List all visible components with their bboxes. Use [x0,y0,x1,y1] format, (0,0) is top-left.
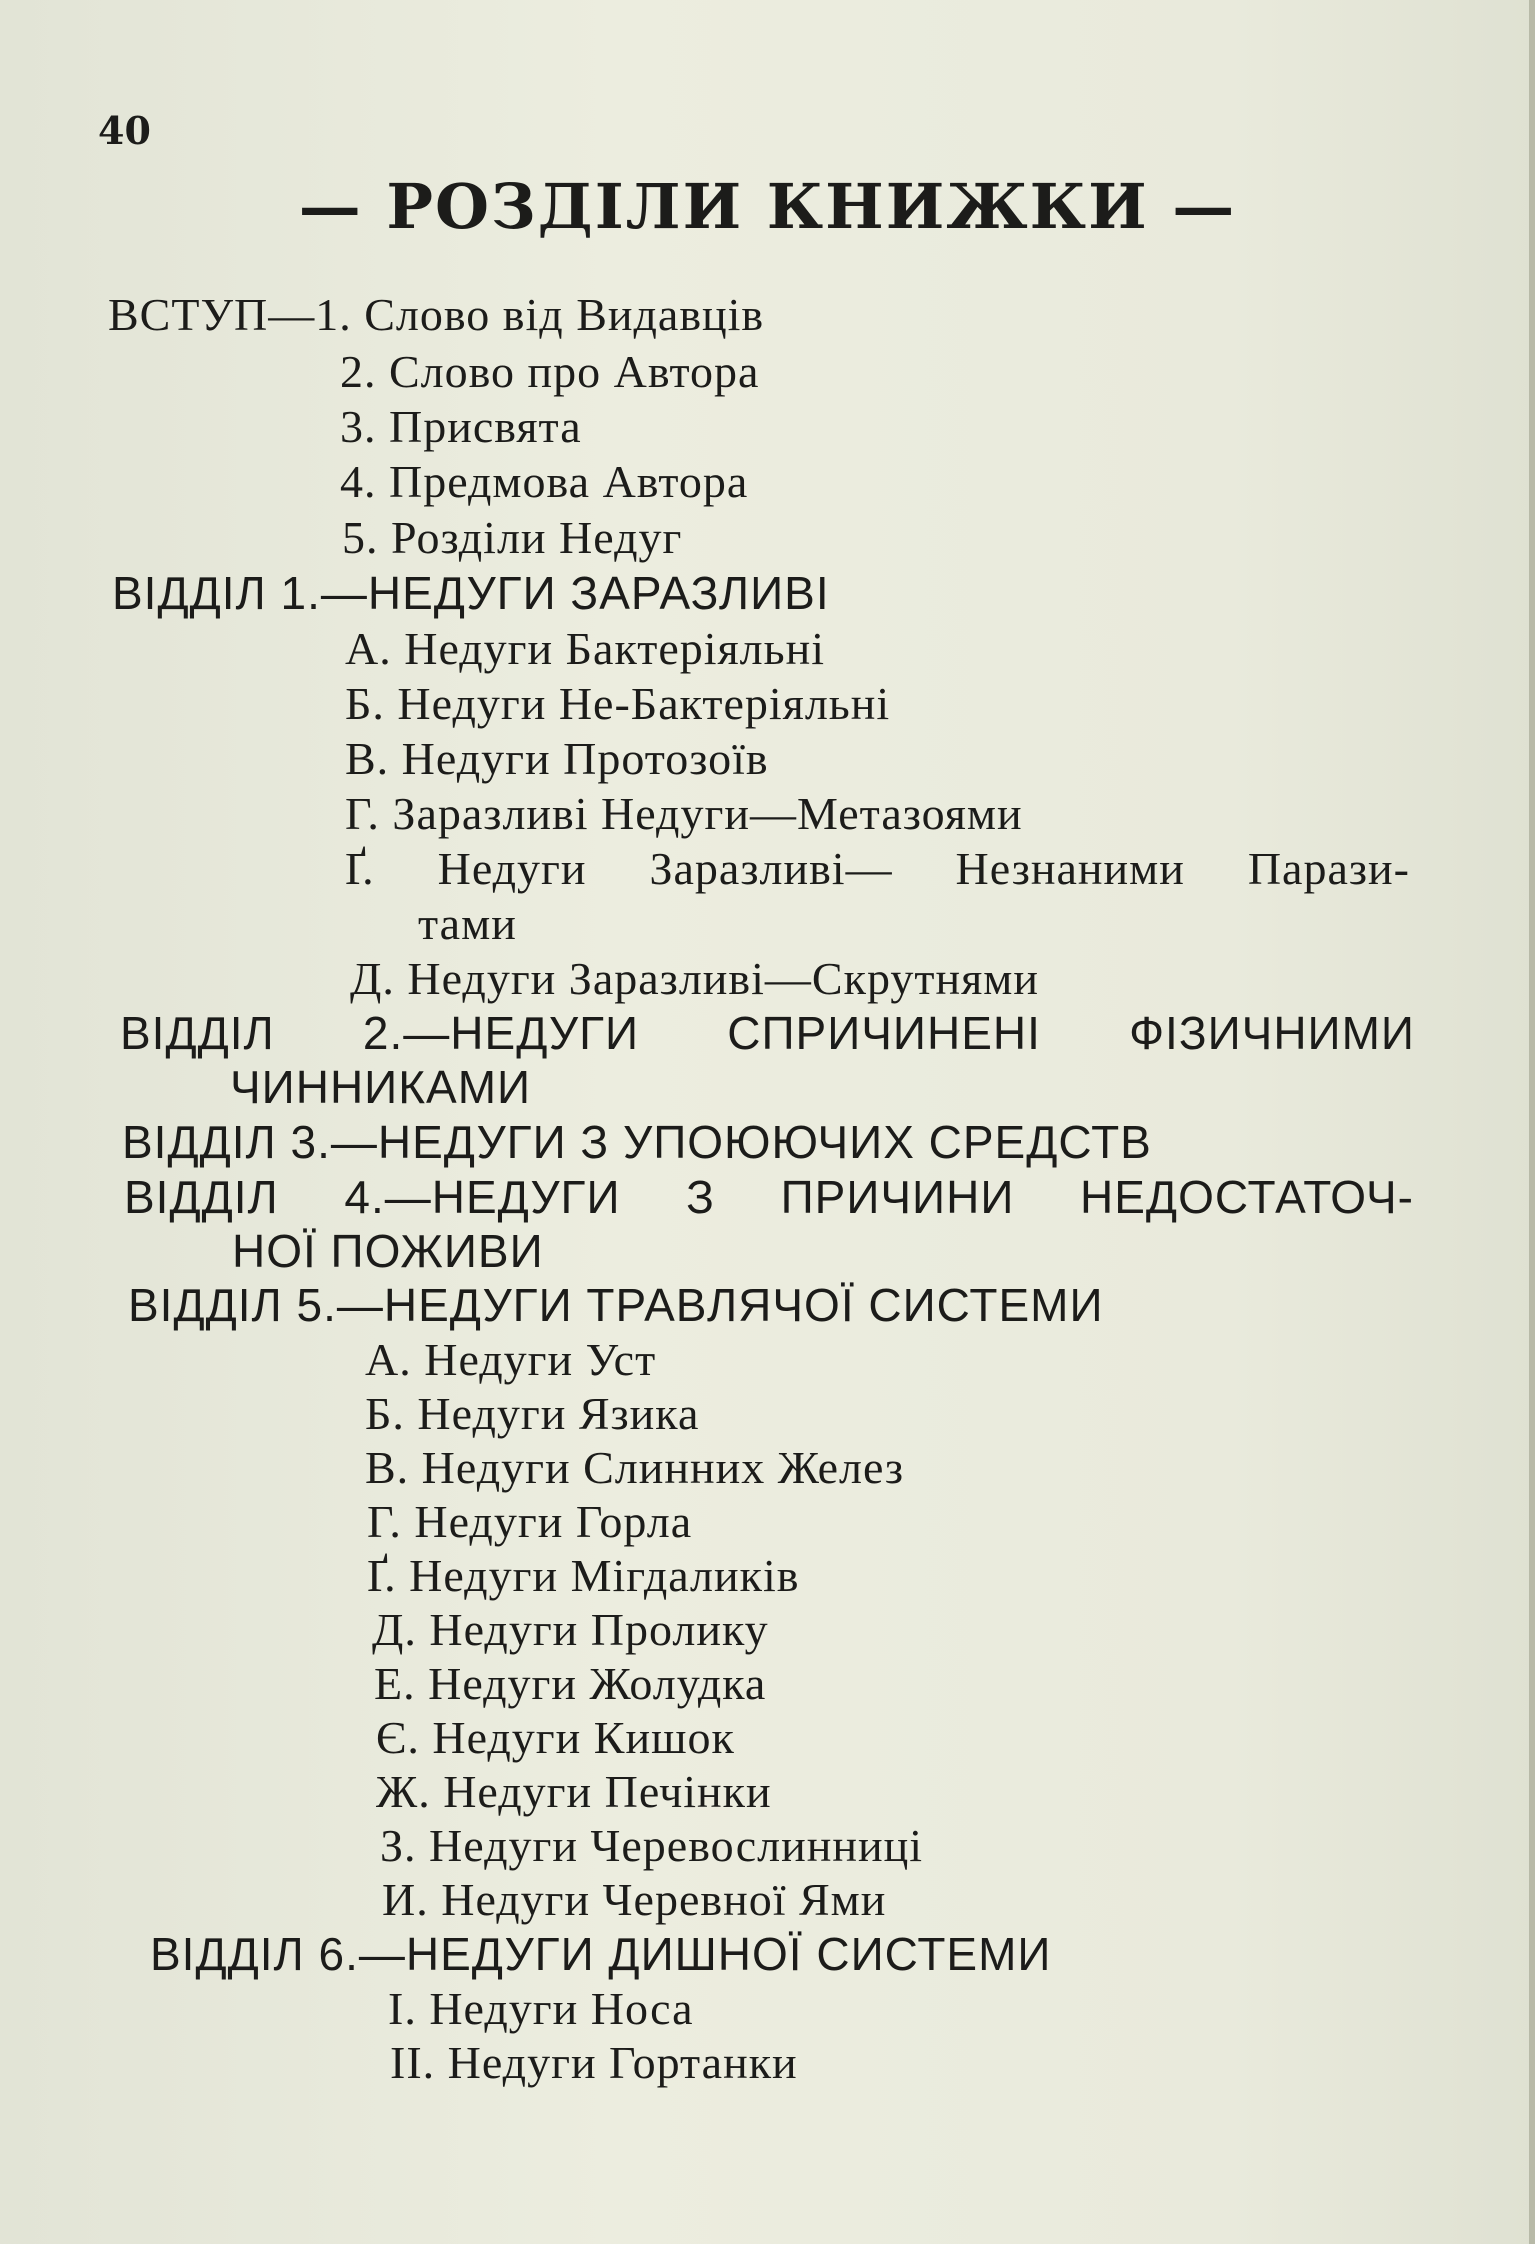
list-item: Г. Заразливі Недуги—Метазоями [345,788,1023,839]
list-item: І. Недуги Носа [388,1983,694,2034]
list-item: Ґ. Недуги Заразливі— Незнаними Парази- [345,843,1410,894]
intro-heading: ВСТУП—1. Слово від Видавців [108,289,765,340]
section-heading: ВІДДІЛ 5.—НЕДУГИ ТРАВЛЯЧОЇ СИСТЕМИ [128,1279,1104,1331]
section-heading: ВІДДІЛ 1.—НЕДУГИ ЗАРАЗЛИВІ [112,567,830,619]
list-item: В. Недуги Протозоїв [345,733,769,784]
section-heading: ВІДДІЛ 4.—НЕДУГИ З ПРИЧИНИ НЕДОСТАТОЧ- [124,1171,1414,1223]
list-item: Б. Недуги Не-Бактеріяльні [345,678,891,729]
page-title: — РОЗДІЛИ КНИЖКИ — [298,170,1237,243]
list-item: А. Недуги Уст [365,1334,657,1385]
list-item: 5. Розділи Недуг [342,512,683,563]
list-item: Д. Недуги Пролику [372,1604,769,1655]
section-heading: ВІДДІЛ 2.—НЕДУГИ СПРИЧИНЕНІ ФІЗИЧНИМИ [120,1007,1415,1059]
list-item-continuation: тами [418,898,517,949]
list-item: И. Недуги Черевної Ями [382,1874,887,1925]
list-item: Г. Недуги Горла [367,1496,693,1547]
page-edge [1529,0,1535,2244]
list-item: З. Недуги Черевослинниці [380,1820,923,1871]
page-number: 40 [98,108,151,153]
list-item: А. Недуги Бактеріяльні [345,623,826,674]
list-item: В. Недуги Слинних Желез [365,1442,905,1493]
list-item: Ж. Недуги Печінки [376,1766,772,1817]
list-item: ІІ. Недуги Гортанки [390,2037,798,2088]
list-item: 3. Присвята [340,401,582,452]
section-heading-continuation: НОЇ ПОЖИВИ [232,1225,544,1277]
list-item: 2. Слово про Автора [340,346,760,397]
list-item: Б. Недуги Язика [365,1388,700,1439]
section-heading: ВІДДІЛ 3.—НЕДУГИ З УПОЮЮЧИХ СРЕДСТВ [122,1116,1152,1168]
section-heading: ВІДДІЛ 6.—НЕДУГИ ДИШНОЇ СИСТЕМИ [150,1928,1052,1980]
section-heading-continuation: ЧИННИКАМИ [230,1061,532,1113]
list-item: Е. Недуги Жолудка [374,1658,767,1709]
list-item: Ґ. Недуги Мігдаликів [367,1550,800,1601]
list-item: Д. Недуги Заразливі—Скрутнями [350,953,1039,1004]
list-item: 4. Предмова Автора [340,456,749,507]
list-item: Є. Недуги Кишок [376,1712,735,1763]
